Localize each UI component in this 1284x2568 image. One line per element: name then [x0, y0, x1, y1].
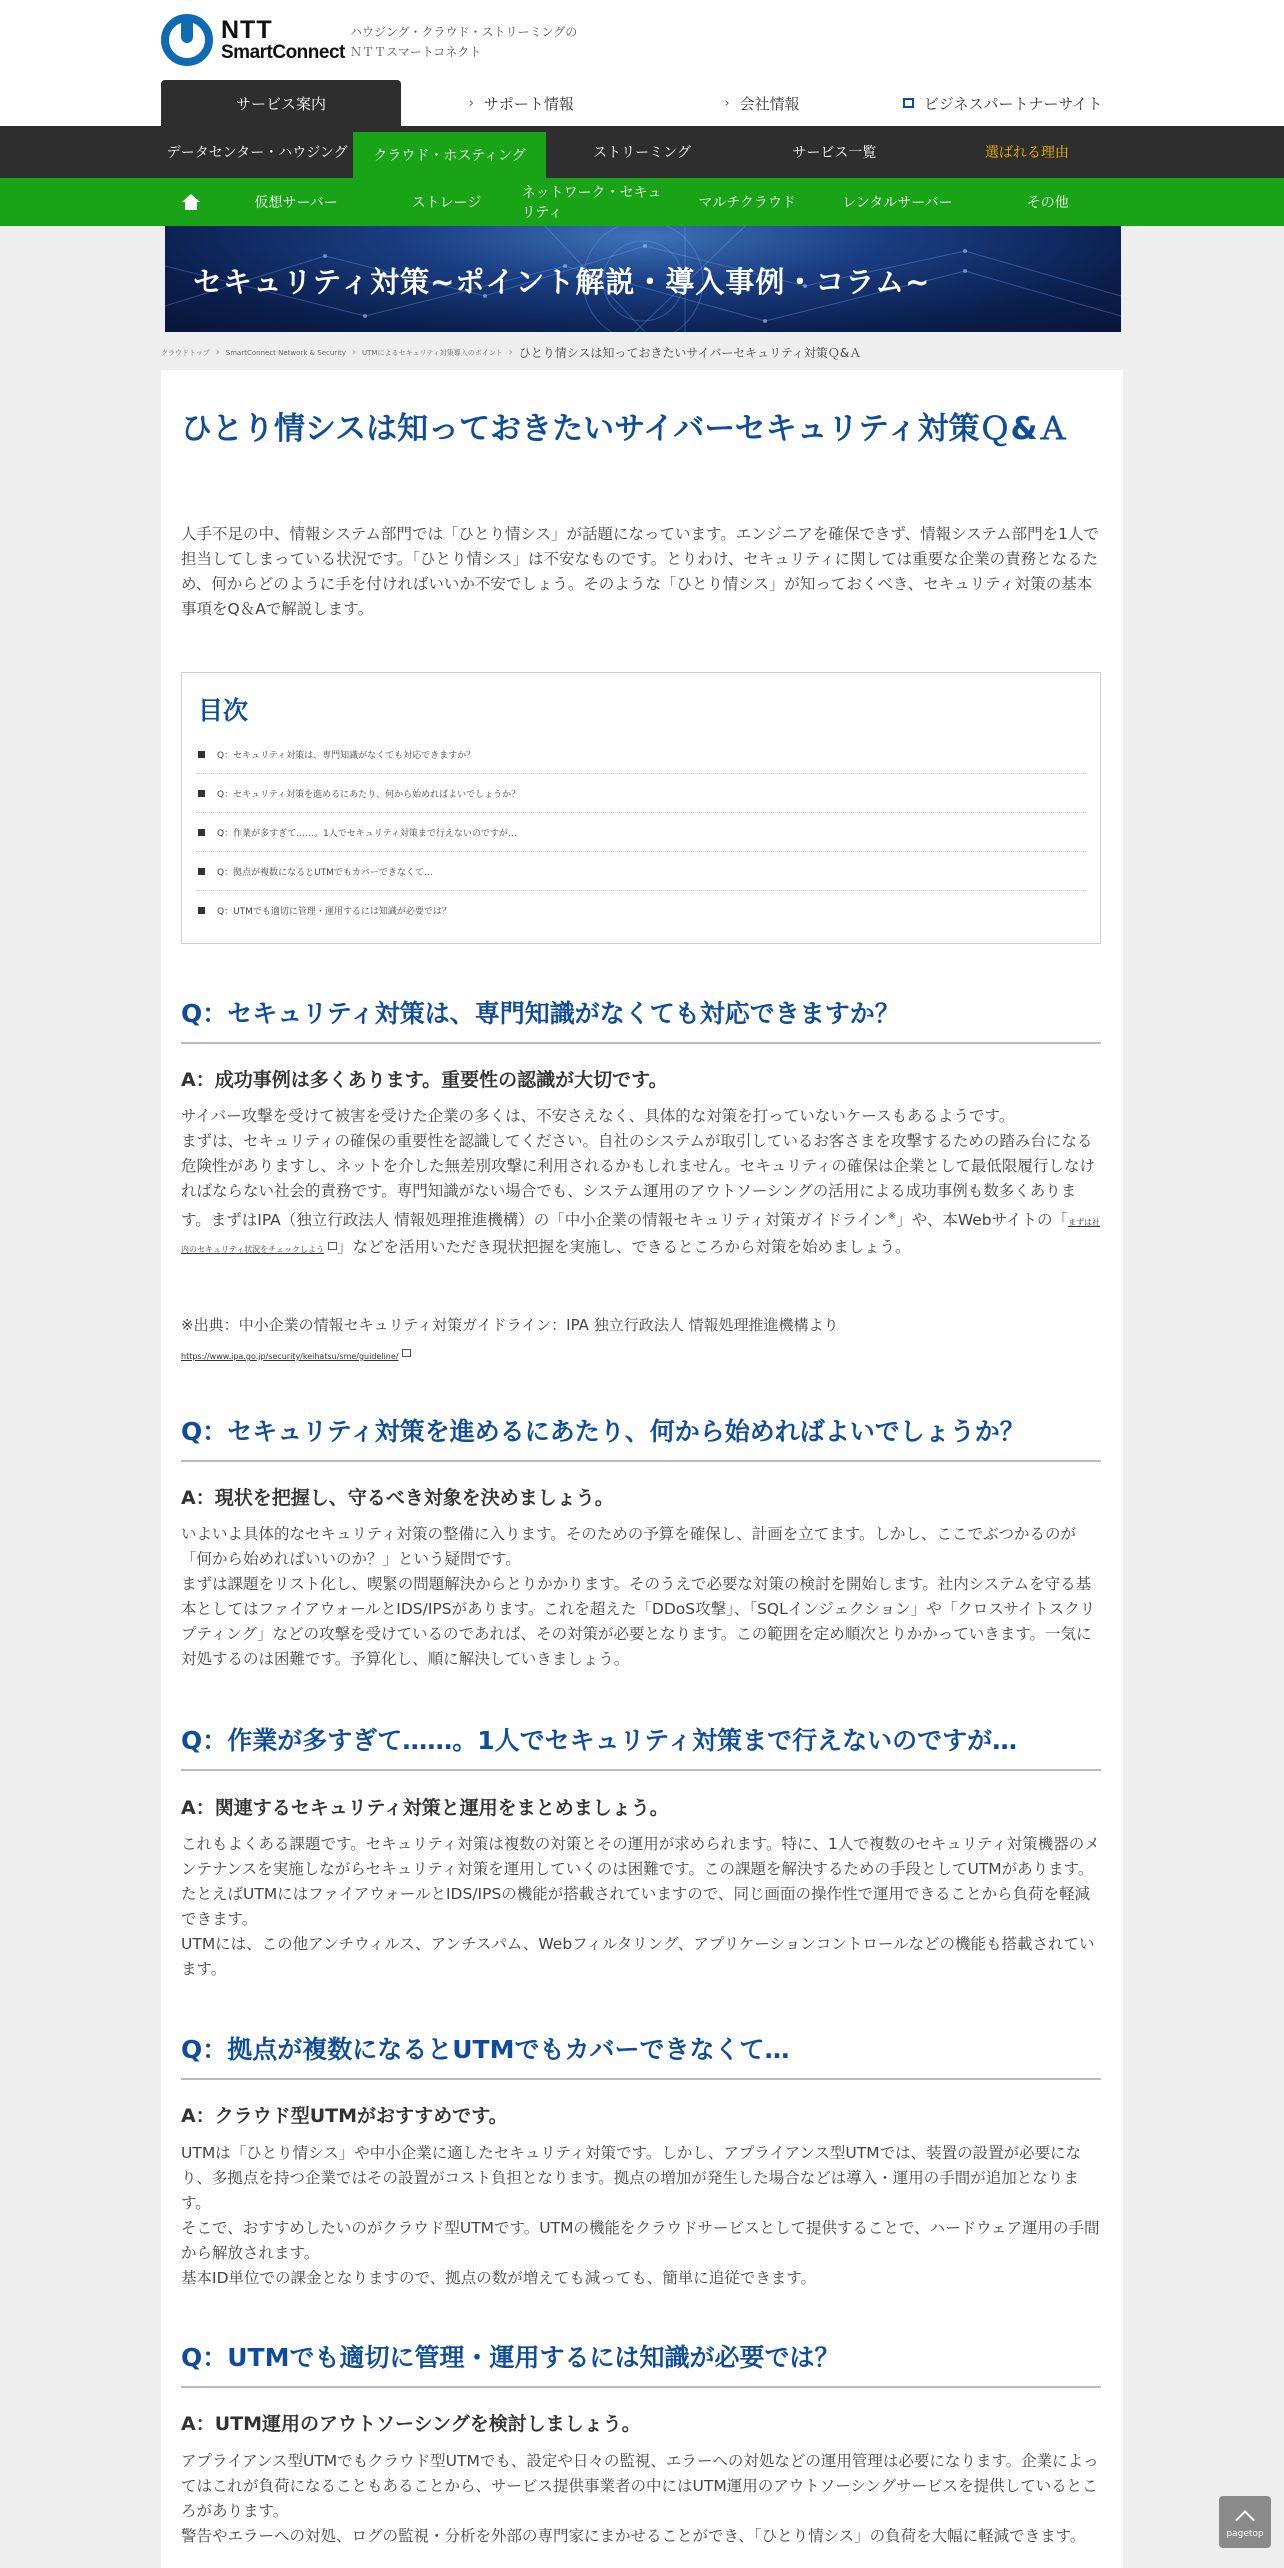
external-window-icon	[903, 98, 914, 108]
section-body	[181, 1104, 1101, 1262]
square-bullet-icon	[198, 790, 205, 797]
breadcrumb-current: ひとり情シスは知っておきたいサイバーセキュリティ対策Ｑ&Ａ	[518, 346, 862, 360]
section-answer-heading: A：現状を把握し、守るべき対象を決めましょう。	[181, 1487, 614, 1509]
home-button[interactable]	[161, 178, 221, 226]
toc-item-label: Q：セキュリティ対策を進めるにあたり、何から始めればよいでしょうか？	[217, 789, 521, 800]
site-logo[interactable]	[161, 14, 345, 66]
subnav-other[interactable]: その他	[1026, 195, 1069, 211]
breadcrumb	[161, 344, 861, 361]
source-note: ※出典：中小企業の情報セキュリティ対策ガイドライン：IPA 独立行政法人 情報処理推進機構より	[181, 1316, 839, 1334]
section-body: これもよくある課題です。セキュリティ対策は複数の対策とその運用が求められます。特に、1人で複数のセキュリティ対策機器のメンテナンスを実施しながらセキュリティ対策を運用していくのは困難です。この課題を解決するための手段としてUTMがあります。たとえばUTMにはファイアウォールとIDS/IPSの機能が搭載されていますので、同じ画面の操作性で運用できることから負荷を軽減できます。 UTMには、この他アンチウィルス、アンチスパム、Webフィルタリング、アプリケーションコントロールなどの機能も搭載されています。	[181, 1835, 1100, 1978]
banner-title: セキュリティ対策~ポイント解説・導入事例・コラム~	[193, 265, 931, 299]
footnote-mark: ※	[887, 1211, 897, 1222]
section-answer-heading: A：クラウド型UTMがおすすめです。	[181, 2105, 508, 2127]
section-body-text: サイバー攻撃を受けて被害を受けた企業の多くは、不安さえなく、具体的な対策を打っていないケースもあるようです。 まずは、セキュリティの確保の重要性を認識してください。自社のシステムが取引しているお客さまを攻撃するための踏み台になる危険性がありますし、ネットを介した無差別攻撃に利用されるかもしれません。セキュリティの確保は企業として最低限履行しなければならない社会的責務です。専門知識がない場合でも、システム運用のアウトソーシングの活用による成功事例も数多くあります。まずはIPA（独立行政法人 情報処理推進機構）の「中小企業の情報セキュリティ対策ガイドライン	[181, 1107, 1095, 1230]
topnav-company[interactable]	[642, 80, 883, 126]
table-of-contents	[181, 672, 1101, 944]
source-url-wrap	[181, 1344, 411, 1363]
external-link-icon	[328, 1242, 337, 1250]
tagline	[350, 22, 577, 62]
top-navigation	[161, 80, 1123, 126]
toc-item-label: Q：セキュリティ対策は、専門知識がなくても対応できますか？	[217, 750, 476, 761]
toc-item[interactable]	[196, 852, 1086, 891]
toc-item-label: Q：UTMでも適切に管理・運用するには知識が必要では？	[217, 907, 451, 917]
topnav-company-label: 会社情報	[739, 94, 800, 113]
chevron-right-icon: ›	[215, 347, 220, 358]
section-body: アプライアンス型UTMでもクラウド型UTMでも、設定や日々の監視、エラーへの対処などの運用管理は必要になります。企業によってはこれが負荷になることもあることから、サービス提供事業者の中にはUTM運用のアウトソーシングサービスを提供しているところがあります。 警告やエラーへの対処、ログの監視・分析を外部の専門家にまかせることができ、「ひとり情シス」の負荷を大幅に軽減できます。	[181, 2452, 1099, 2545]
square-bullet-icon	[198, 907, 205, 914]
section-answer-heading: A：成功事例は多くあります。重要性の認識が大切です。	[181, 1069, 668, 1091]
breadcrumb-item-cloud-top[interactable]: クラウドトップ	[161, 348, 210, 357]
section-question-heading: Q：UTMでも適切に管理・運用するには知識が必要では？	[181, 2340, 1101, 2388]
breadcrumb-item-network-security[interactable]: SmartConnect Network & Security	[225, 348, 347, 357]
nav-reasons[interactable]: 選ばれる理由	[984, 145, 1069, 161]
chevron-right-icon: ›	[352, 347, 357, 358]
section-question-heading: Q：セキュリティ対策を進めるにあたり、何から始めればよいでしょうか？	[181, 1414, 1101, 1462]
chevron-right-icon: ›	[468, 95, 474, 111]
square-bullet-icon	[198, 829, 205, 836]
toc-item-label: Q：作業が多すぎて……。1人でセキュリティ対策まで行えないのですが…	[217, 828, 517, 839]
topnav-services[interactable]	[161, 80, 401, 126]
section-question-heading: Q：作業が多すぎて……。1人でセキュリティ対策まで行えないのですが…	[181, 1723, 1101, 1771]
page-banner	[165, 226, 1121, 332]
ntt-logo-icon	[161, 14, 213, 66]
square-bullet-icon	[198, 751, 205, 758]
toc-item[interactable]	[196, 891, 1086, 930]
section-question-heading: Q：拠点が複数になるとUTMでもカバーできなくて…	[181, 2032, 1101, 2080]
nav-datacenter[interactable]: データセンター・ハウジング	[166, 145, 348, 161]
home-icon	[182, 194, 200, 210]
subnav-multicloud[interactable]: マルチクラウド	[698, 195, 796, 211]
page-title: ひとり情シスは知っておきたいサイバーセキュリティ対策Ｑ&Ａ	[181, 411, 1069, 447]
nav-service-list[interactable]: サービス一覧	[792, 145, 877, 161]
toc-item[interactable]	[196, 774, 1086, 813]
subnav-virtual-server[interactable]: 仮想サーバー	[254, 195, 338, 211]
site-header	[0, 0, 1284, 126]
nav-streaming[interactable]: ストリーミング	[593, 145, 691, 161]
section-answer-heading: A：関連するセキュリティ対策と運用をまとめましょう。	[181, 1797, 669, 1819]
sub-navigation	[0, 178, 1284, 226]
arrow-up-icon	[1235, 2510, 1255, 2530]
subnav-rental-server[interactable]: レンタルサーバー	[842, 195, 953, 211]
topnav-support[interactable]	[401, 80, 642, 126]
toc-item-label: Q：拠点が複数になるとUTMでもカバーできなくて…	[217, 867, 433, 878]
toc-item[interactable]	[196, 813, 1086, 852]
chevron-right-icon: ›	[508, 347, 513, 358]
topnav-partner-label: ビジネスパートナーサイト	[923, 94, 1103, 113]
nav-cloud-hosting[interactable]: クラウド・ホスティング	[353, 132, 545, 178]
section-answer-heading: A：UTM運用のアウトソーシングを検討しましょう。	[181, 2413, 641, 2435]
section-body-text: 」や、本Webサイトの「	[896, 1211, 1069, 1230]
section-question-heading: Q：セキュリティ対策は、専門知識がなくても対応できますか？	[181, 996, 1101, 1044]
toc-item[interactable]	[196, 735, 1086, 774]
section-body-text: 」などを活用いただき現状把握を実施し、できるところから対策を始めましょう。	[336, 1238, 911, 1257]
subnav-storage[interactable]: ストレージ	[411, 195, 482, 211]
source-url-link[interactable]: https://www.ipa.go.jp/security/keihatsu/sme/guideline/	[181, 1352, 399, 1361]
subnav-network-security[interactable]: ネットワーク・セキュリティ	[521, 185, 662, 221]
pagetop-button[interactable]	[1219, 2496, 1271, 2548]
topnav-services-label: サービス案内	[235, 94, 326, 113]
intro-paragraph: 人手不足の中、情報システム部門では「ひとり情シス」が話題になっています。エンジニアを確保できず、情報システム部門を1人で担当してしまっている状況です。「ひとり情シス」は不安なものです。とりわけ、セキュリティに関しては重要な企業の責務となるため、何からどのように手を付ければいいか不安でしょう。そのような「ひとり情シス」が知っておくべき、セキュリティ対策の基本事項をQ＆Aで解説します。	[181, 525, 1099, 618]
toc-title: 目次	[198, 696, 249, 725]
chevron-right-icon: ›	[724, 95, 730, 111]
tagline-line2: ＮＴＴスマートコネクト	[350, 45, 482, 59]
pagetop-label: pagetop	[1226, 2529, 1264, 2539]
topnav-support-label: サポート情報	[483, 94, 574, 113]
external-link-icon	[402, 1349, 411, 1357]
topnav-partner[interactable]	[882, 80, 1123, 126]
section-body: UTMは「ひとり情シス」や中小企業に適したセキュリティ対策です。しかし、アプライアンス型UTMでは、装置の設置が必要になり、多拠点を持つ企業ではその設置がコスト負担となります。拠点の増加が発生した場合などは導入・運用の手間が追加となります。 そこで、おすすめしたいのがクラウド型UTMです。UTMの機能をクラウドサービスとして提供することで、ハードウェア運用の手間から解放されます。 基本ID単位での課金となりますので、拠点の数が増えても減っても、簡単に追従できます。	[181, 2144, 1100, 2287]
article-container	[161, 370, 1123, 2568]
tagline-line1: ハウジング・クラウド・ストリーミングの	[350, 25, 578, 39]
category-navigation	[0, 126, 1284, 178]
breadcrumb-item-utm-points[interactable]: UTMによるセキュリティ対策導入のポイント	[362, 348, 503, 357]
section-body: いよいよ具体的なセキュリティ対策の整備に入ります。そのための予算を確保し、計画を立てます。しかし、ここでぶつかるのが「何から始めればいいのか？」という疑問です。 まずは課題をリスト化し、喫緊の問題解決からとりかかります。そのうえで必要な対策の検討を開始します。社内システムを守る基本としてはファイアウォールとIDS/IPSがあります。これを超えた「DDoS攻撃」、「SQLインジェクション」や「クロスサイトスクリプティング」などの攻撃を受けているのであれば、その対策が必要となります。この範囲を定め順次とりかかっていきます。一気に対処するのは困難です。予算化し、順に解決していきましょう。	[181, 1525, 1096, 1668]
square-bullet-icon	[198, 868, 205, 875]
logo-line1: NTT	[221, 16, 273, 44]
security-check-link[interactable]: まずは社内のセキュリティ状況をチェックしよう	[181, 1218, 1101, 1255]
logo-line2: SmartConnect	[221, 42, 345, 63]
